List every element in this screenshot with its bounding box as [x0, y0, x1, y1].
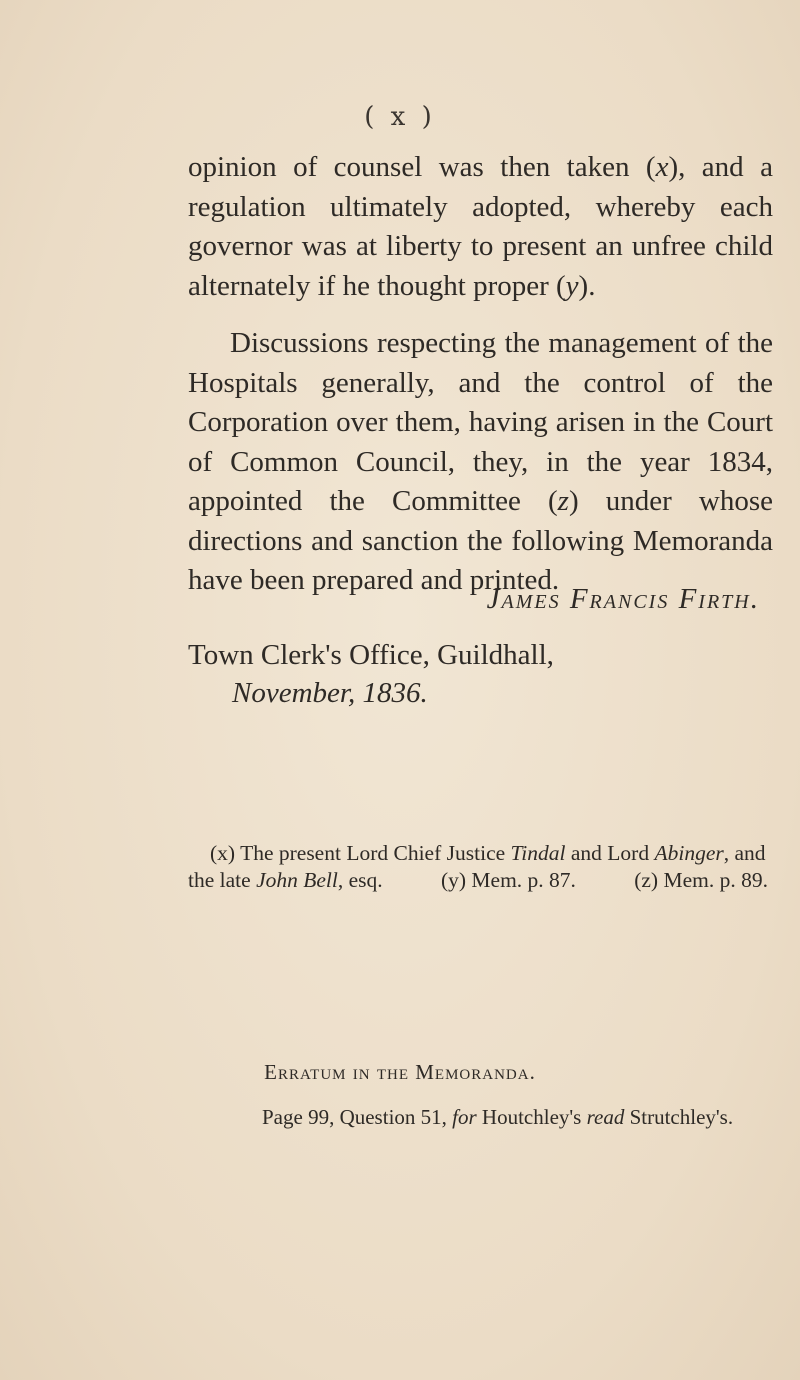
text-segment: , and [723, 841, 766, 865]
text-segment: ). [578, 269, 596, 302]
text-segment: , esq. [337, 868, 383, 892]
erratum-read: read [586, 1105, 625, 1129]
erratum-title: Erratum in the Memoranda. [264, 1060, 536, 1084]
date: November, 1836. [232, 677, 428, 709]
dateline [188, 636, 554, 712]
footnote-ref-y: y [565, 269, 579, 302]
text-segment: ), and a regulation ultimately adopted, whereby each governor was at liberty to present an unfree child alternately if he thought proper ( [188, 151, 773, 302]
footnote-marker-x: (x) [210, 841, 236, 865]
page-number: ( x ) [364, 102, 436, 132]
footnote-z: (z) Mem. p. 89. [634, 868, 768, 892]
signature: James Francis Firth. [486, 583, 760, 615]
text-segment: the late [188, 868, 257, 892]
text-segment: The present Lord Chief Justice [235, 841, 511, 865]
footnotes [188, 840, 768, 894]
text-segment: Discussions respecting the management of the Hospitals generally, and the control of the Corporation over them, having arisen in the Court of Common Council, they, in the year 1834, appointed the Committee ( [188, 327, 773, 517]
erratum-for: for [452, 1105, 477, 1129]
footnote-y: (y) Mem. p. 87. [440, 868, 576, 892]
footnote-x [188, 840, 768, 867]
footnote-line [188, 867, 768, 894]
paragraph-opinion-of-counsel [188, 148, 773, 306]
paragraph-discussions [188, 324, 773, 601]
footnote-ref-x: x [655, 151, 669, 183]
footnote-ref-z: z [557, 485, 569, 517]
person-name: John Bell [256, 868, 338, 892]
text-segment: ) under whose directions and sanction the following Memoranda have been prepared and printed. [188, 485, 773, 596]
person-name: Tindal [510, 841, 566, 865]
person-name: Abinger [654, 841, 724, 865]
text-segment: and Lord [565, 841, 655, 865]
text-segment: Page 99, Question 51, [262, 1105, 453, 1129]
erratum-text [262, 1105, 733, 1130]
text-segment: opinion of counsel was then taken ( [188, 151, 656, 183]
text-segment: Strutchley's. [624, 1105, 734, 1129]
office-location: Town Clerk's Office, Guildhall, [188, 639, 554, 671]
footnote-x-continued [188, 867, 383, 894]
text-segment: Houtchley's [476, 1105, 587, 1129]
